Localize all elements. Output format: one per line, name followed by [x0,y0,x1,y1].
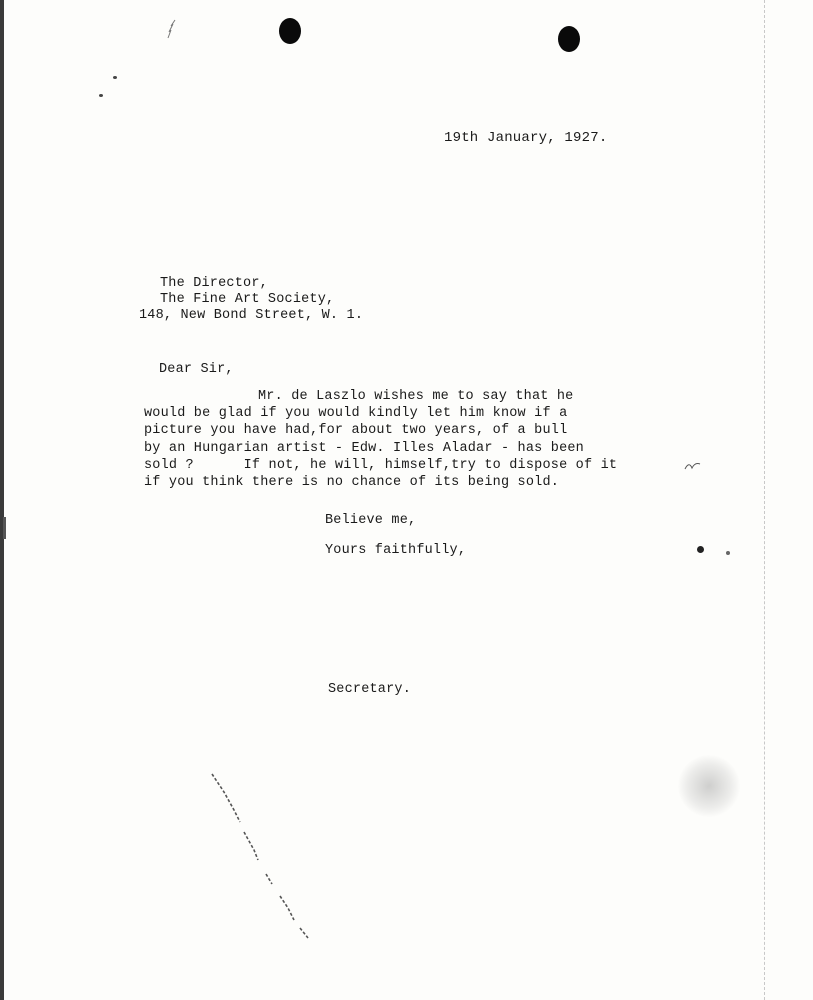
ink-dot [726,551,730,555]
corner-scratch-mark [165,18,181,40]
ink-dot [99,94,103,97]
body-line: Mr. de Laszlo wishes me to say that he [258,389,574,404]
signature-title: Secretary. [328,682,412,697]
page-left-edge [0,0,4,1000]
recipient-line-1: The Director, [160,276,268,291]
body-line: sold ? If not, he will, himself,try to dispose of it [144,458,618,473]
closing-line-1: Believe me, [325,513,417,528]
body-line: if you think there is no chance of its being sold. [144,475,560,490]
ink-dot [697,546,704,553]
punch-hole-right [558,26,580,52]
body-line: picture you have had,for about two years, of a bull [144,423,568,438]
faded-stamp-mark [678,755,740,817]
body-line: by an Hungarian artist - Edw. Illes Aladar - has been [144,441,584,456]
salutation: Dear Sir, [159,362,234,377]
body-line: would be glad if you would kindly let him know if a [144,406,568,421]
closing-line-2: Yours faithfully, [325,543,467,558]
letter-date: 19th January, 1927. [444,130,608,146]
recipient-line-3: 148, New Bond Street, W. 1. [139,308,364,323]
page-left-tick [3,517,6,539]
ink-dot [113,76,117,79]
margin-pencil-mark [683,459,703,473]
diagonal-pencil-scribble [210,770,320,940]
punch-hole-left [279,18,301,44]
recipient-line-2: The Fine Art Society, [160,292,335,307]
page-fold-line [764,0,765,1000]
